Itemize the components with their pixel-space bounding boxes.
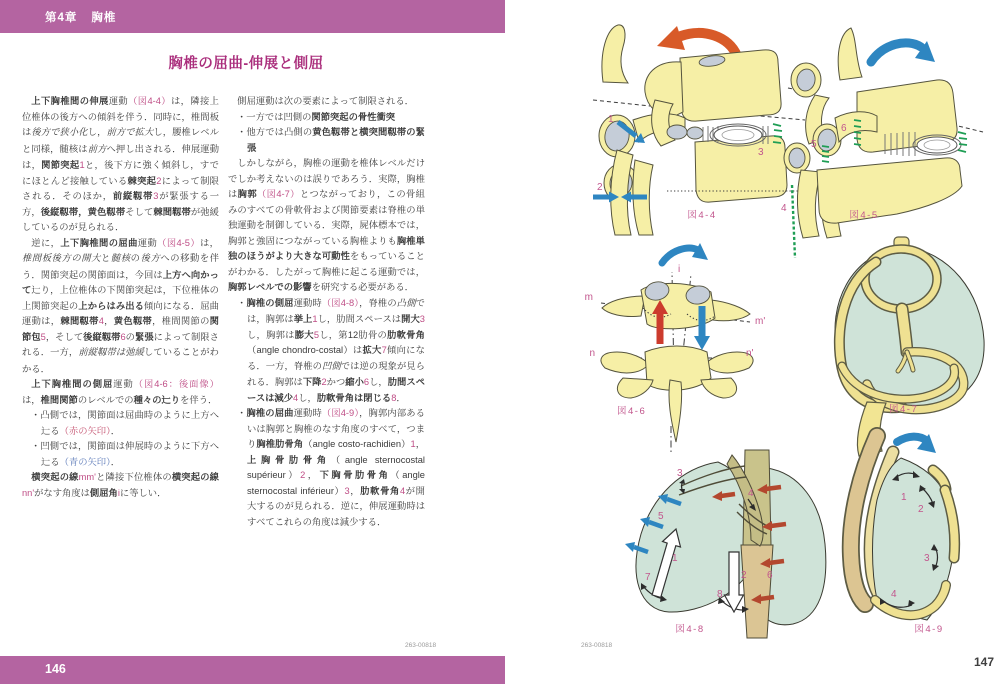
figure-4-5 (781, 28, 983, 258)
chapter-number: 第4章 (45, 12, 78, 24)
figure-4-9 (851, 434, 955, 635)
chapter-title: 胸椎 (91, 12, 117, 24)
paragraph: ・凹側では，関節面は伸展時のように下方へ辷る（青の矢印）． (31, 441, 219, 467)
fig44-caption: 図4-4 (687, 210, 717, 221)
paragraph: ・凸側では，関節面は屈曲時のように上方へ辷る（赤の矢印）． (31, 410, 219, 436)
footer-bar (0, 656, 505, 684)
fig48-caption: 図4-8 (675, 624, 705, 635)
figure-4-6 (585, 243, 766, 442)
text-column-right (228, 94, 425, 530)
fig49-label-1: 1 (901, 492, 907, 503)
fig44-label-3: 3 (758, 147, 764, 158)
page-number-right: 147 (974, 655, 995, 669)
fig44-label-1: 1 (608, 114, 614, 125)
fig49-label-2: 2 (918, 504, 924, 515)
paragraph: 横突起の線mm'と隣接下位椎体の横突起の線nn'がなす角度は側屈角iに等しい． (22, 472, 219, 498)
doc-code-left: 263-00818 (405, 642, 437, 649)
fig45-label-5: 5 (811, 139, 817, 150)
paragraph: ・胸椎の屈曲運動時（図4-9），胸郭内部あるいは胸郭と胸椎のなす角度のすべて，つまり胸椎肋骨角（angle costo-rachidien）1，上胸骨肋骨角（angle sternocostal supérieur）2，下胸骨肋骨角（angle sternocostal inférieur）3，肋軟骨角4が開大するのが見られる．逆に，伸展運動時はすべてこれらの角度は減少する． (237, 408, 425, 527)
chapter-header-bar (0, 0, 505, 33)
fig45-label-4: 4 (781, 203, 787, 214)
paragraph: 上下胸椎間の側屈運動（図4-6：後面像）は，椎間関節のレベルでの種々の辷りを伴う． (22, 379, 219, 405)
paragraph: 逆に，上下胸椎間の屈曲運動（図4-5）は，椎間板後方の開大と髄核の後方への移動を伴う．関節突起の関節面は，今回は上方へ向かって辷り，上位椎体の下関節突起は，下位椎体の上関節突起の上からはみ出る傾向になる．屈曲運動は，棘間靱帯4，黄色靱帯，椎間関節の関節包5，そして後縦靱帯6の緊張によって制限される．一方，前縦靱帯は弛緩していることがわかる． (22, 237, 220, 374)
figures-panel (505, 0, 1000, 684)
fig46-label-m: m (584, 292, 593, 303)
fig47-caption: 図4-7 (889, 404, 919, 415)
flexion-arrow-icon-2 (897, 434, 936, 453)
page-title: 胸椎の屈曲-伸展と側屈 (168, 56, 324, 72)
paragraph: 上下胸椎間の伸展運動（図4-4）は，隣接上位椎体の後方への傾斜を伴う．同時に，椎間板は後方で狭小化し，前方で拡大し，腰椎レベルと同様，髄核は前方へ押し出される．伸展運動は，関節突起1と，後下方に強く傾斜し，すでにほとんど接触している棘突起2によって制限される．そのほか，前縦靱帯3が緊張する一方，後縦靱帯，黄色靱帯そして棘間靱帯が弛緩しているのが見られる． (22, 96, 219, 232)
fig46-label-n-prime: n' (746, 348, 754, 359)
page-number-left: 146 (45, 662, 66, 676)
paragraph: ・他方では凸側の黄色靱帯と横突間靱帯の緊張 (237, 127, 425, 153)
fig49-label-3: 3 (924, 553, 930, 564)
paragraph: ・胸椎の側屈運動時（図4-8），脊椎の凸側では，胸郭は挙上1し，肋間スペースは開大3し，胸郭は膨大5し，第12肋骨の肋軟骨角（angle chondro-costal）は拡大7傾向になる．一方，脊椎の凹側では逆の現象が見られる．胸郭は下降2かつ縮小6し，肋間スペースは減少4し，肋軟骨角は閉じる8． (237, 297, 425, 403)
text-column-left (22, 94, 219, 501)
fig45-label-6: 6 (841, 123, 847, 134)
fig44-label-2: 2 (597, 182, 603, 193)
fig48-label-4: 4 (748, 488, 754, 499)
paragraph: しかしながら，胸椎の運動を椎体レベルだけでしか考えないのは誤りであろう．実際，胸椎は胸郭（図4-7）とつながっており，この骨組みのすべての骨軟骨および関節要素は脊椎の単独運動を制御している．実際，屍体標本では，胸郭と強固につながっている胸椎よりも胸椎単独のほうがより大きな可動性をもっていることがわかる．したがって胸椎に起こる運動では，胸郭レベルでの影響を研究する必要がある． (228, 158, 425, 292)
interspinous-ligament-dashes (792, 185, 795, 258)
fig48-label-8: 8 (717, 589, 723, 600)
fig48-label-1: 1 (672, 553, 678, 564)
fig48-label-5: 5 (658, 511, 664, 522)
fig45-caption: 図4-5 (849, 210, 879, 221)
figure-4-7 (835, 237, 984, 456)
flexion-arrow-icon (871, 41, 935, 62)
paragraph: ・一方では凹側の関節突起の骨性衝突 (237, 111, 396, 122)
fig48-label-6: 6 (767, 570, 773, 581)
sidebend-arrow-icon (662, 243, 708, 263)
fig46-label-n: n (589, 348, 595, 359)
fig48-label-3: 3 (677, 468, 683, 479)
fig49-label-4: 4 (891, 589, 897, 600)
figure-4-8 (625, 426, 826, 638)
fig46-label-m-prime: m' (755, 316, 766, 327)
fig49-caption: 図4-9 (914, 624, 944, 635)
fig46-caption: 図4-6 (617, 406, 647, 417)
fig48-label-2: 2 (741, 570, 747, 581)
chapter-heading (45, 9, 116, 25)
fig48-label-7: 7 (645, 572, 651, 583)
fig46-label-i: i (678, 264, 681, 275)
paragraph: 側屈運動は次の要素によって制限される． (237, 96, 414, 106)
doc-code-right: 263-00818 (581, 642, 613, 649)
extension-arrow-icon (657, 26, 737, 56)
